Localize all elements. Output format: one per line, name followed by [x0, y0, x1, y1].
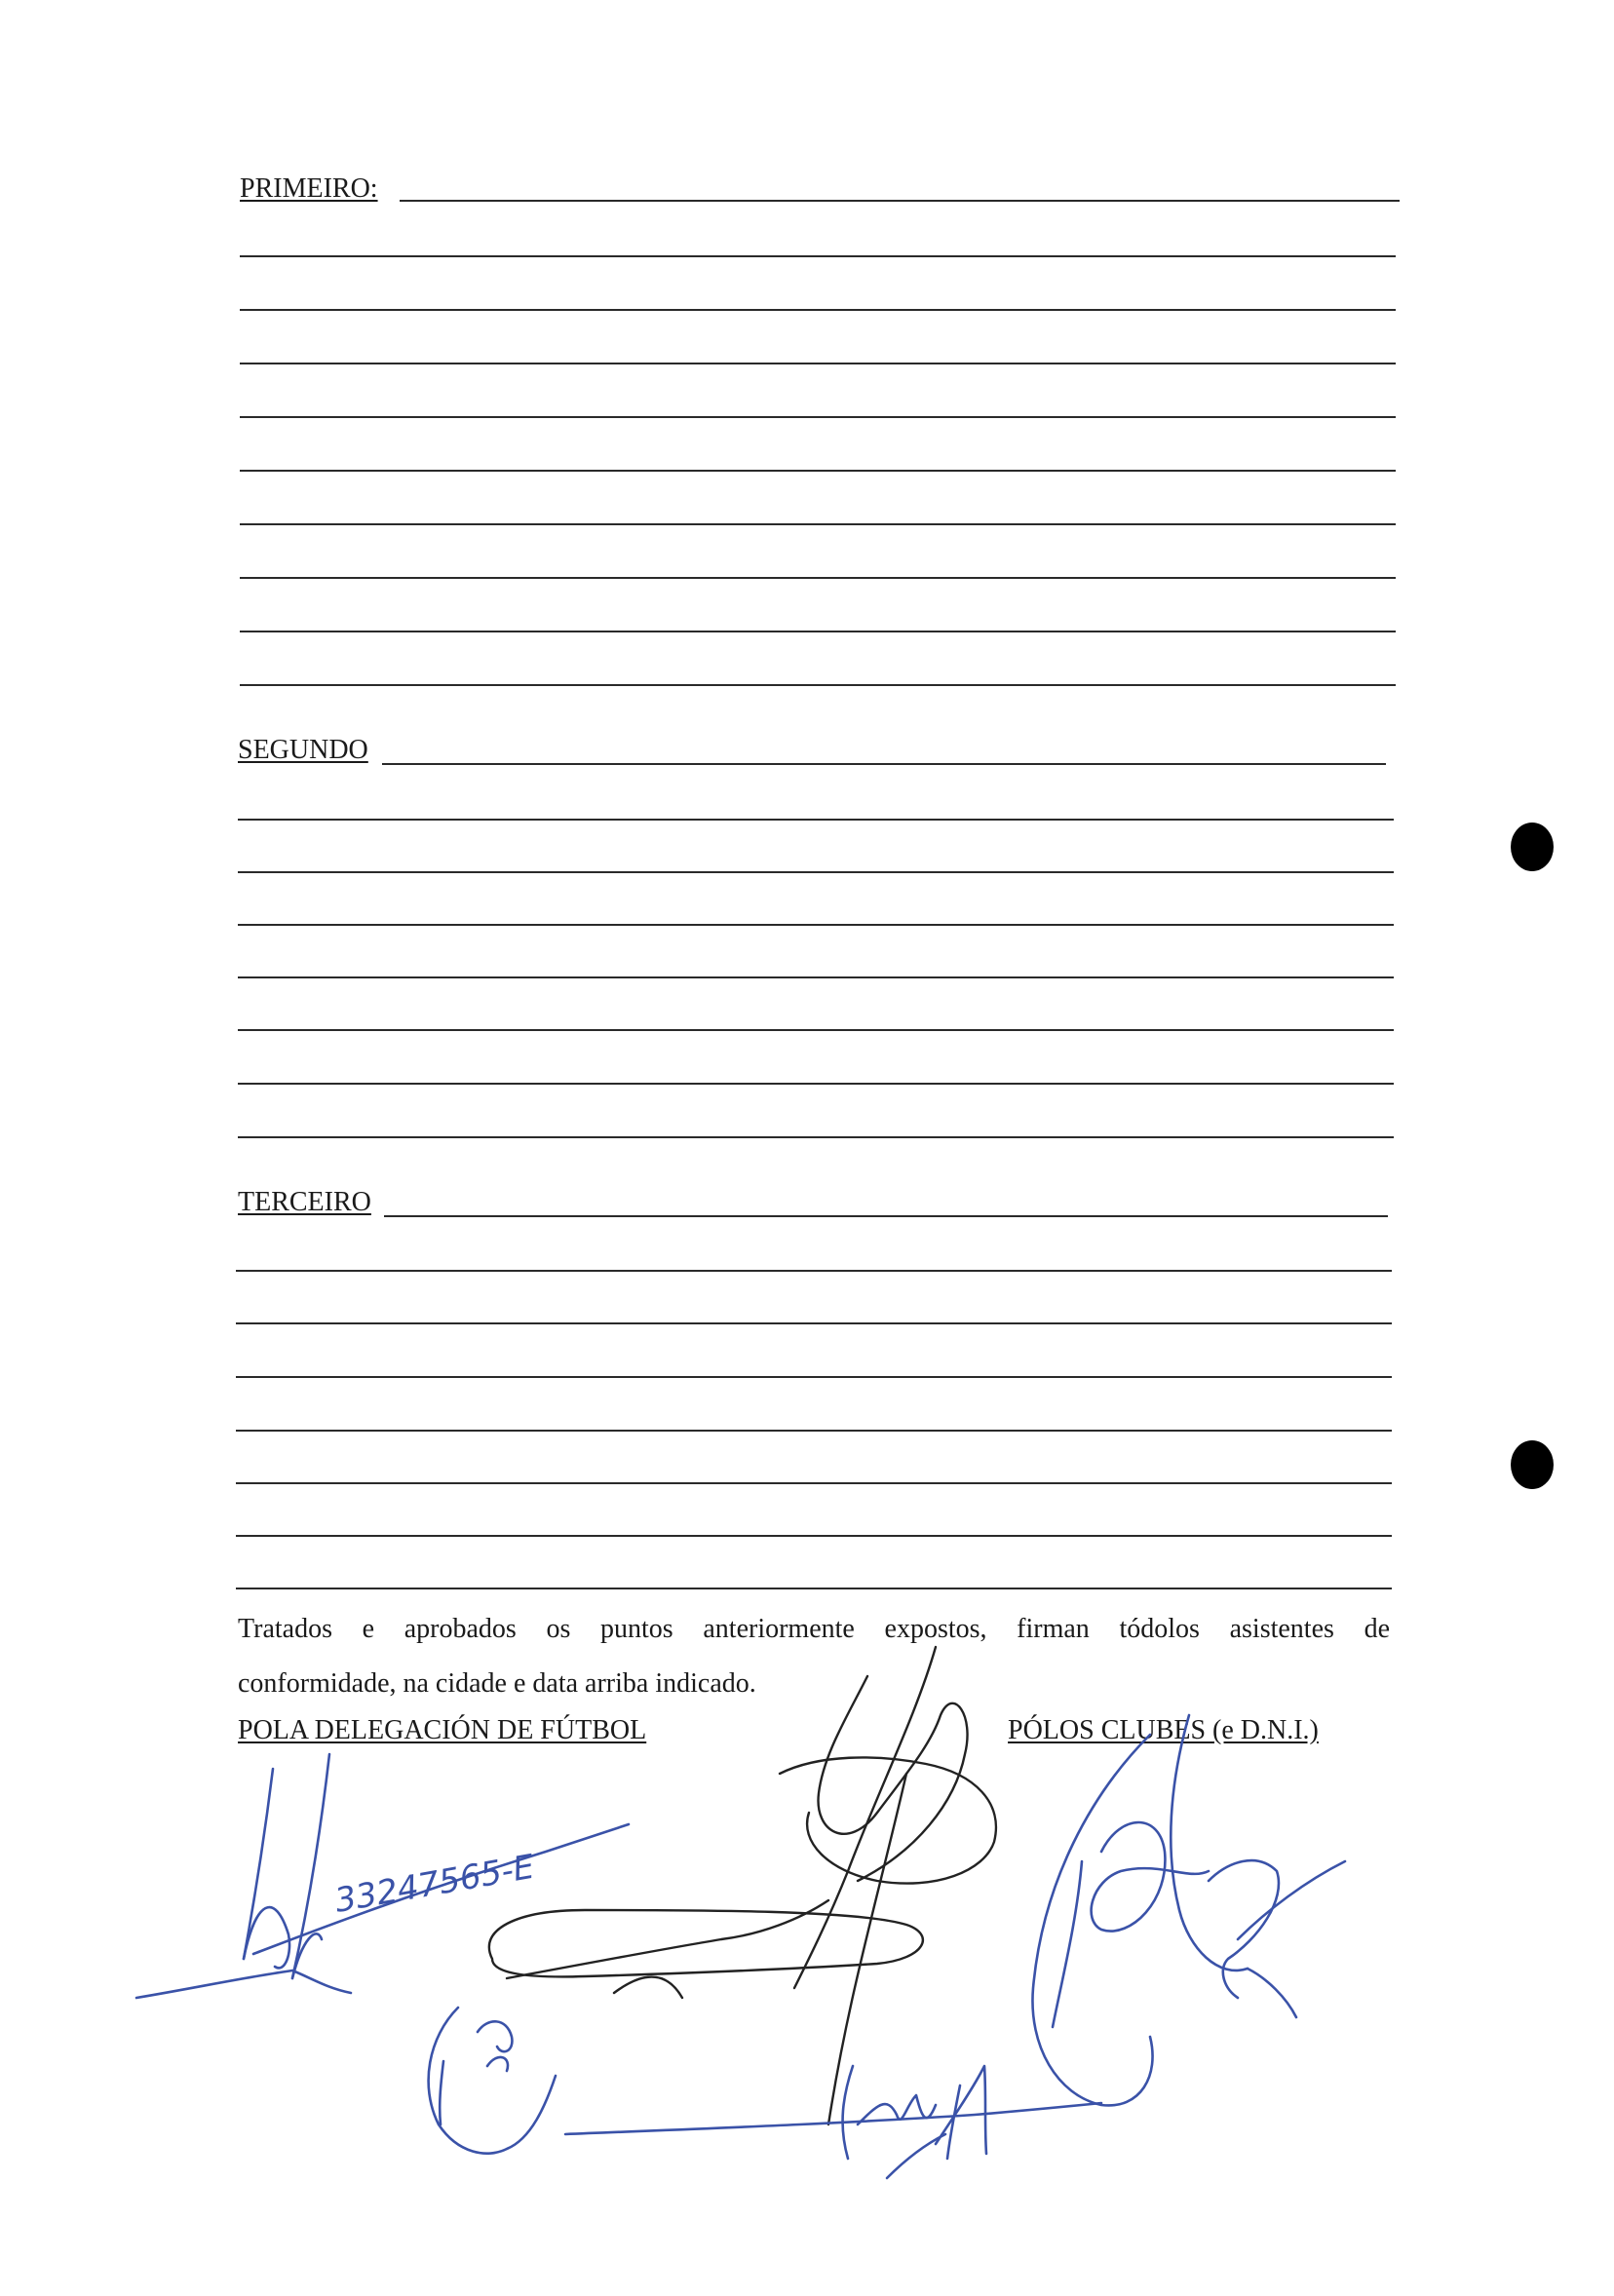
signature-clubs: [1032, 1715, 1345, 2105]
closing-line-2: conformidade, na cidade e data arriba indicado.: [238, 1668, 756, 1699]
section-label-terceiro: TERCEIRO: [238, 1187, 371, 1217]
signature-label-clubs: PÓLOS CLUBES (e D.N.I.): [1008, 1715, 1319, 1745]
closing-line-1: Tratados e aprobados os puntos anteriormente expostos, firman tódolos asistentes de: [238, 1614, 1390, 1644]
signature-bottom: [429, 2008, 1101, 2178]
section-label-segundo: SEGUNDO: [238, 735, 368, 765]
signature-label-delegation: POLA DELEGACIÓN DE FÚTBOL: [238, 1715, 647, 1745]
signature-black: [489, 1647, 996, 2124]
handwritten-dni: 33247565-E: [331, 1847, 538, 1921]
section-label-primeiro: PRIMEIRO:: [240, 173, 378, 204]
